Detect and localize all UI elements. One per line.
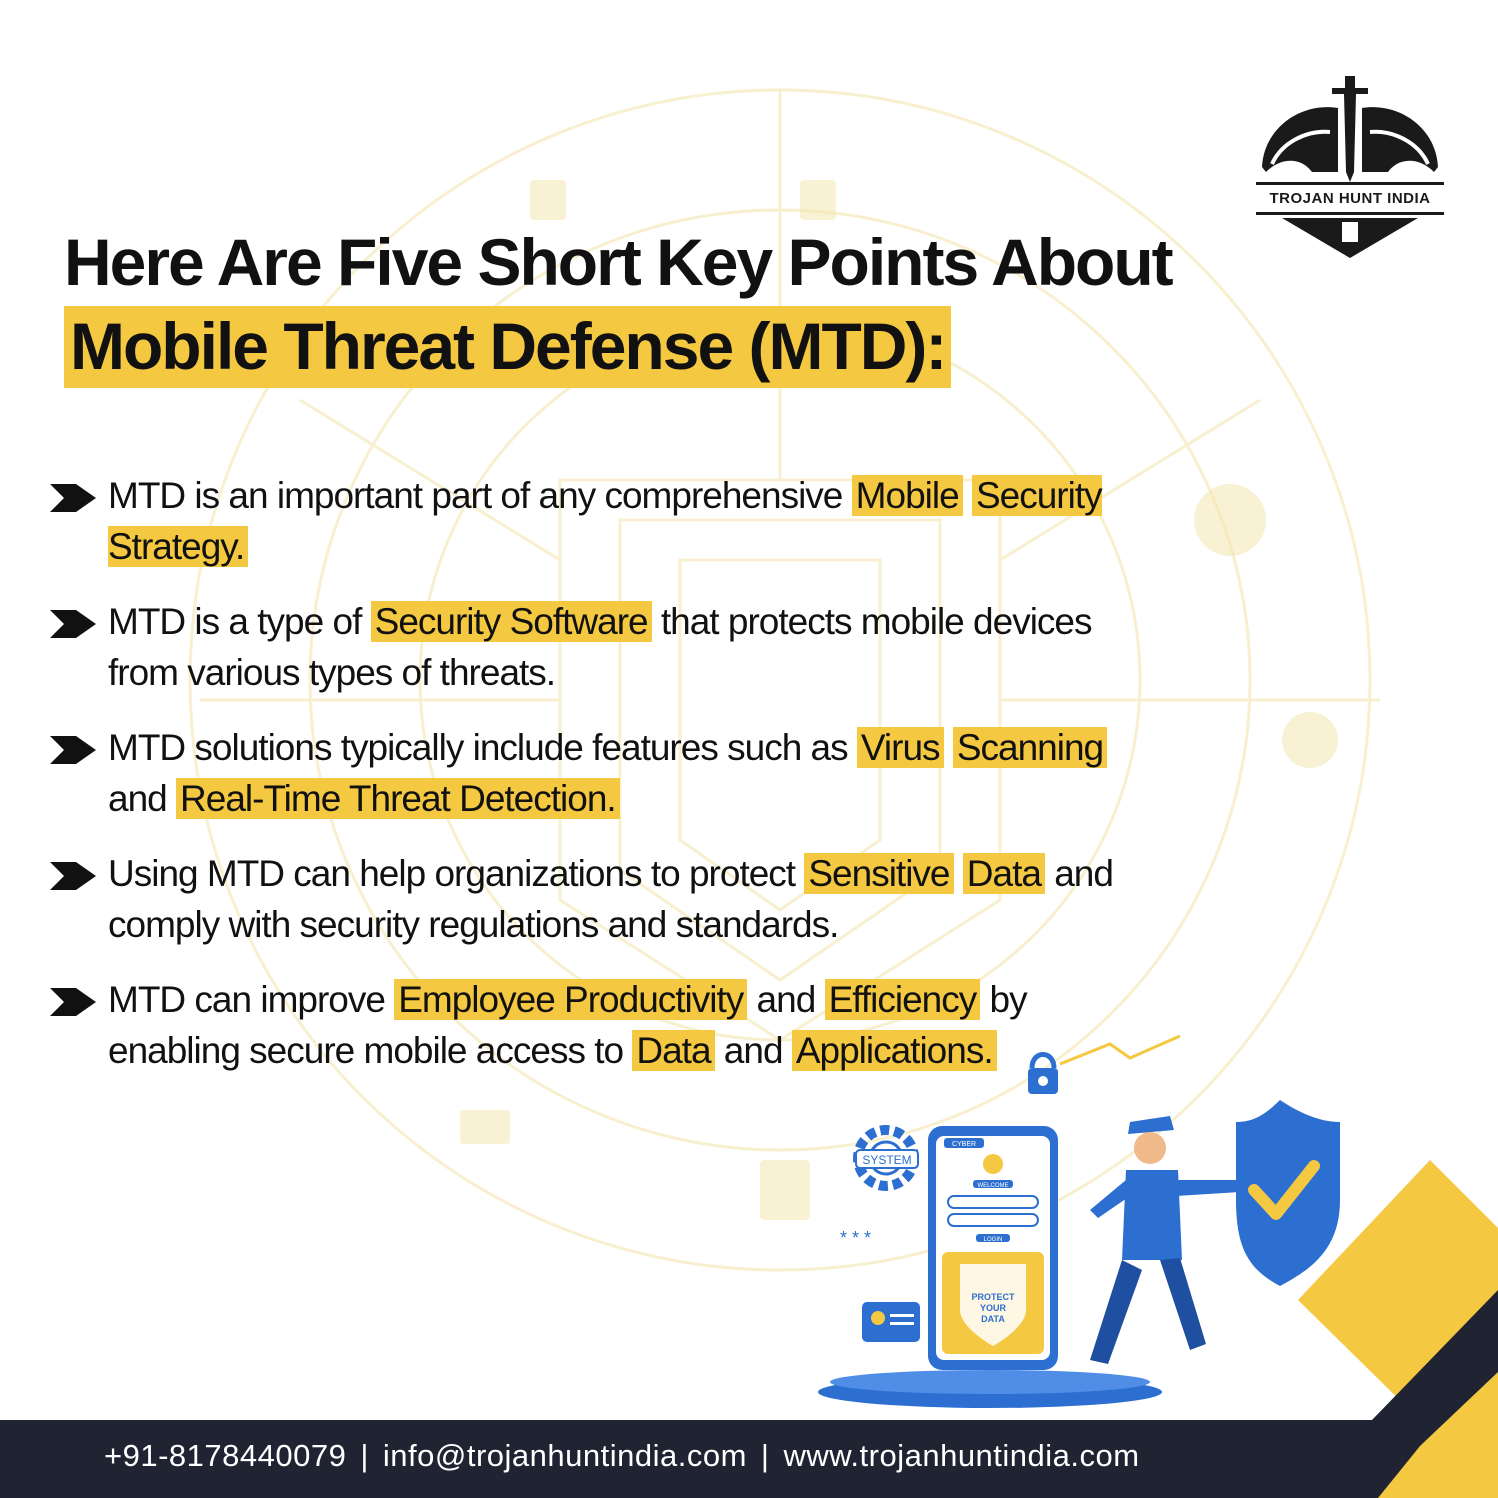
arrow-bullet-icon: [50, 862, 96, 890]
cyber-label: CYBER: [951, 1141, 977, 1148]
protect-label-1: PROTECT: [971, 1292, 1015, 1302]
security-guard-figure: [1090, 1116, 1240, 1364]
brand-logo: [1252, 72, 1448, 268]
highlighted-term: Mobile: [852, 475, 963, 516]
highlighted-term: Applications.: [792, 1030, 997, 1071]
point-text-segment: [944, 727, 953, 768]
point-text-segment: MTD solutions typically include features such as: [108, 727, 857, 768]
highlighted-term: Efficiency: [825, 979, 981, 1020]
key-point-item: [50, 722, 1130, 824]
key-point-item: [50, 848, 1130, 950]
footer-email[interactable]: info@trojanhuntindia.com: [382, 1438, 747, 1473]
highlighted-term: Data: [963, 853, 1045, 894]
point-text-segment: and: [747, 979, 825, 1020]
protect-label-3: DATA: [981, 1314, 1005, 1324]
welcome-label: WELCOME: [977, 1183, 1009, 1189]
highlighted-term: Virus: [857, 727, 944, 768]
arrow-bullet-icon: [50, 610, 96, 638]
key-points-list: [50, 470, 1130, 1100]
footer-contact: [104, 1438, 1140, 1474]
key-point-text: [108, 596, 1130, 698]
protect-label-2: YOUR: [979, 1303, 1007, 1313]
highlighted-term: Sensitive: [804, 853, 953, 894]
footer-website[interactable]: www.trojanhuntindia.com: [783, 1438, 1140, 1473]
point-text-segment: and: [714, 1030, 792, 1071]
key-point-item: [50, 470, 1130, 572]
highlighted-term: Data: [632, 1030, 714, 1071]
key-point-item: [50, 596, 1130, 698]
title-line-1: Here Are Five Short Key Points About: [64, 225, 1172, 299]
footer-separator: |: [760, 1438, 770, 1473]
key-point-text: [108, 722, 1130, 824]
highlighted-term: Scanning: [953, 727, 1107, 768]
point-text-segment: by enabling secure mobile access to: [108, 979, 1027, 1071]
password-stars: * * *: [840, 1228, 872, 1248]
key-point-text: [108, 848, 1130, 950]
key-point-text: [108, 470, 1130, 572]
user-avatar-icon: [983, 1154, 1003, 1174]
arrow-bullet-icon: [50, 484, 96, 512]
highlighted-term: Real-Time Threat Detection.: [176, 778, 620, 819]
footer-bar: [0, 1420, 1498, 1498]
point-text-segment: MTD is an important part of any comprehensive: [108, 475, 852, 516]
highlighted-term: Security Strategy.: [108, 475, 1102, 567]
title-line-2-highlighted: Mobile Threat Defense (MTD):: [64, 306, 951, 388]
highlighted-term: Employee Productivity: [394, 979, 747, 1020]
arrow-bullet-icon: [50, 736, 96, 764]
highlighted-term: Security Software: [371, 601, 652, 642]
footer-separator: |: [360, 1438, 369, 1473]
point-text-segment: MTD can improve: [108, 979, 395, 1020]
brand-name: TROJAN HUNT INDIA: [1269, 190, 1431, 207]
point-text-segment: and comply with security regulations and standards.: [108, 853, 1113, 945]
point-text-segment: [963, 475, 972, 516]
security-illustration: [810, 1030, 1370, 1430]
system-label: SYSTEM: [862, 1153, 912, 1167]
point-text-segment: that protects mobile devices from various types of threats.: [108, 601, 1092, 693]
point-text-segment: Using MTD can help organizations to protect: [108, 853, 805, 894]
point-text-segment: MTD is a type of: [108, 601, 371, 642]
arrow-bullet-icon: [50, 988, 96, 1016]
login-label: LOGIN: [983, 1237, 1003, 1243]
padlock-icon: [1028, 1055, 1058, 1095]
point-text-segment: [954, 853, 963, 894]
footer-phone[interactable]: +91-8178440079: [104, 1438, 347, 1473]
point-text-segment: and: [108, 778, 177, 819]
page-title: [64, 222, 1172, 388]
trojan-helmet-sword-icon: [1252, 72, 1448, 268]
